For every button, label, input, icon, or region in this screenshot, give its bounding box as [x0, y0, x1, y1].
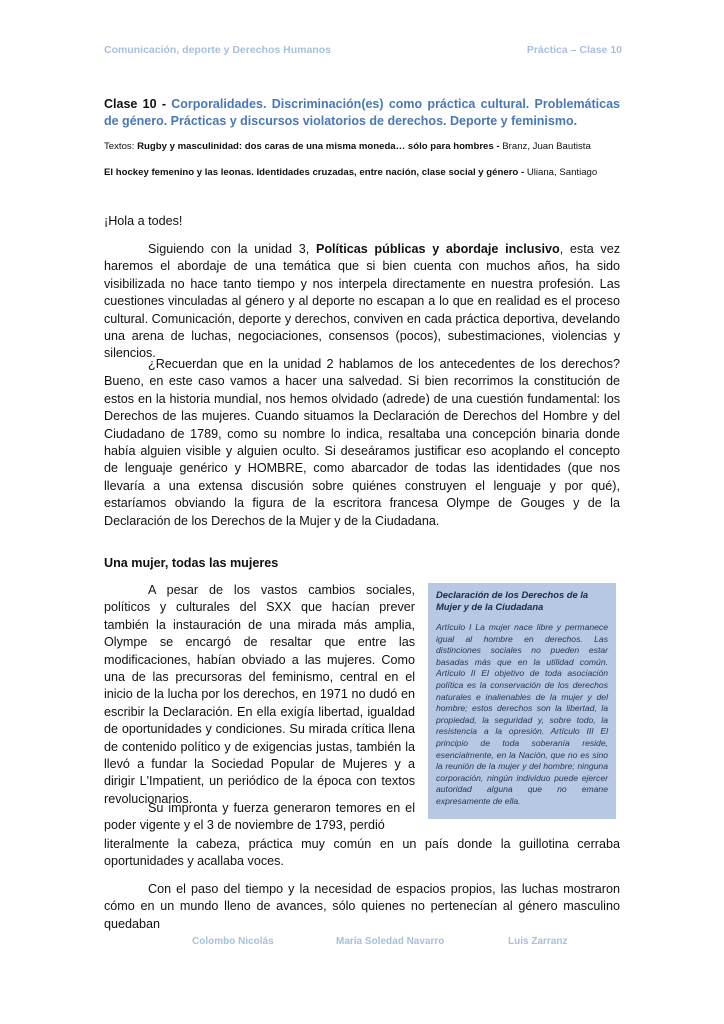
- sidebox-text: Artículo I La mujer nace libre y permanece igual al hombre en derechos. Las distinciones sociales no pueden estar basadas más que en la utilidad común. Artículo II El objetivo de toda asociación política es la conservación de los derechos naturales e inalienables de la mujer y del hombre; estos derechos son la libertad, la propiedad, la seguridad y, sobre todo, la resistencia a la opresión. Artículo III El principio de toda soberanía reside, esencialmente, en la Nación, que no es sino la reunión de la mujer y del hombre; ninguna corporación, ningún individuo puede ejercer autoridad alguna que no emane expresamente de ella.: [436, 622, 608, 806]
- greeting: ¡Hola a todes!: [104, 214, 183, 228]
- unit-title: Políticas públicas y abordaje inclusivo: [315, 242, 560, 256]
- class-number: Clase 10: [104, 97, 157, 111]
- texts-label: Textos:: [104, 141, 138, 152]
- class-title: [104, 96, 620, 130]
- class-topic: Corporalidades. Discriminación(es) como práctica cultural. Problemáticas de género. Prácticas y discursos violatorios de derechos. Deporte y feminismo.: [104, 97, 621, 128]
- sidebox-title: Declaración de los Derechos de la Mujer y de la Ciudadana: [436, 589, 589, 612]
- title-separator: -: [156, 97, 172, 111]
- reading-author-2: Uliana, Santiago: [524, 167, 598, 178]
- paragraph-3: [104, 582, 415, 808]
- paragraph-2: [104, 356, 620, 530]
- paragraph-1: [104, 241, 620, 363]
- reading-title-2: El hockey femenino y las leonas. Identidades cruzadas, entre nación, clase social y género -: [104, 167, 525, 178]
- footer-author-2: María Soledad Navarro: [336, 936, 445, 947]
- footer-author-3: Luis Zarranz: [508, 936, 568, 947]
- reading-item-1: [104, 140, 624, 153]
- reading-author-1: Branz, Juan Bautista: [499, 141, 591, 152]
- paragraph-2-text: ¿Recuerdan que en la unidad 2 hablamos de los antecedentes de los derechos? Bueno, en este caso vamos a hacer una salvedad. Si bien recorrimos la constitución de estos en la historia mundial, nos hemos olvidado (adrede) de una cuestión fundamental: los Derechos de las mujeres. Cuando situamos la Declaración de Derechos del Hombre y del Ciudadano de 1789, como su nombre lo indica, resaltaba una concepción binaria donde había alguien visible y alguien oculto. Si deseáramos justificar eso acoplando el concepto de lenguaje genérico y HOMBRE, como abarcador de todas las identidades (que nos llevaría a una extensa discusión sobre quiénes construyen el lenguaje y por qué), estaríamos obviando la figura de la escritora francesa Olympe de Gouges y de la Declaración de los Derechos de la Mujer y de la Ciudadana.: [104, 357, 620, 528]
- declaration-sidebox: [428, 583, 616, 819]
- paragraph-4-continued: [104, 836, 620, 871]
- paragraph-4-column: [104, 800, 415, 835]
- header-course-title: Comunicación, deporte y Derechos Humanos: [104, 44, 331, 56]
- paragraph-5-text: Con el paso del tiempo y la necesidad de espacios propios, las luchas mostraron cómo en un mundo lleno de avances, sólo quienes no pertenecían al género masculino quedaban: [104, 882, 620, 931]
- paragraph-4-start: Su impronta y fuerza generaron temores en el poder vigente y el 3 de noviembre de 1793, perdió: [104, 801, 415, 833]
- reading-item-2: [104, 166, 624, 179]
- paragraph-3-text: A pesar de los vastos cambios sociales, políticos y culturales del SXX que hacían prever también la instauración de una mirada más amplia, Olympe se encargó de resaltar que entre las modificaciones, habían obviado a las mujeres. Como una de las precursoras del feminismo, central en el inicio de la lucha por los derechos, en 1971 no dudó en escribir la Declaración. En ella exigía libertad, igualdad de oportunidades y condiciones. Su mirada crítica llena de contenido político y de exigencias justas, también la llevó a fundar la Sociedad Popular de Mujeres y a dirigir L'Impatient, un periódico de la época con textos revolucionarios.: [104, 583, 415, 806]
- section-heading: Una mujer, todas las mujeres: [104, 556, 279, 570]
- footer-author-1: Colombo Nicolás: [192, 936, 274, 947]
- header-class-label: Práctica – Clase 10: [526, 44, 622, 56]
- paragraph-4-rest: literalmente la cabeza, práctica muy común en un país donde la guillotina cerraba oportunidades y acallaba voces.: [104, 837, 620, 869]
- reading-title-1: Rugby y masculinidad: dos caras de una misma moneda… sólo para hombres -: [137, 141, 500, 152]
- paragraph-5: [104, 881, 620, 933]
- paragraph-1-rest: , esta vez haremos el abordaje de una temática que si bien cuenta con muchos años, ha sido visibilizada no hace tanto tiempo y nos interpela directamente en nuestra profesión. Las cuestiones vinculadas al género y al deporte no escapan a lo que en realidad es el proceso cultural. Comunicación, deporte y derechos, conviven en cada práctica deportiva, develando una arena de luchas, negociaciones, consensos (pocos), subestimaciones, violencias y silencios.: [104, 242, 620, 361]
- paragraph-1-start: Siguiendo con la unidad 3,: [148, 242, 316, 256]
